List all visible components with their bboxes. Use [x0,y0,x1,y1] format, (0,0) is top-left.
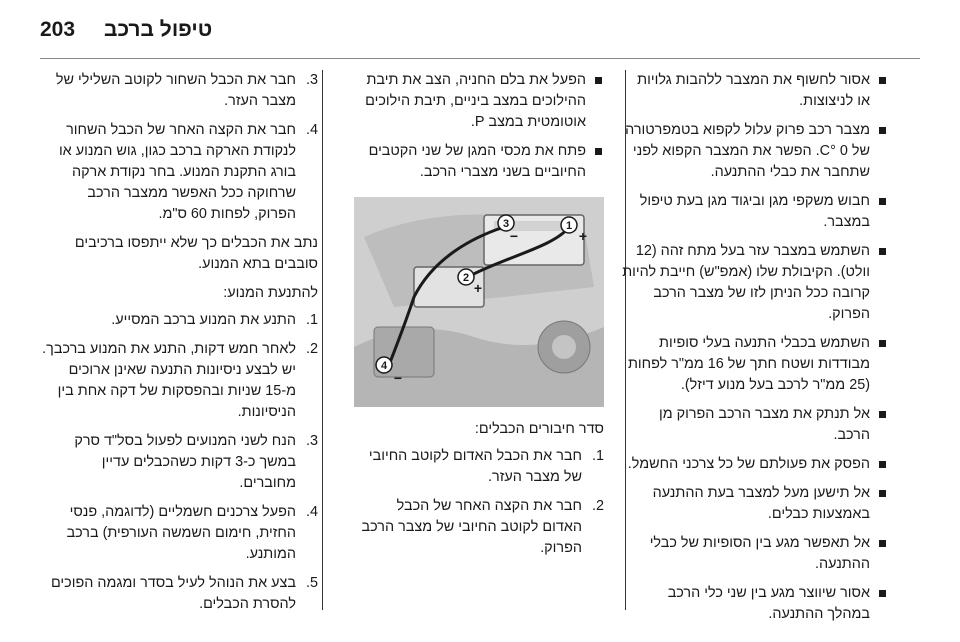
callout-label: 1 [565,220,573,232]
step-text: חבר את הכבל השחור לקוטב השלילי של מצבר העזר. [55,72,296,109]
step-number: 3. [305,72,318,88]
step-text: חבר את הכבל האדום לקוטב החיובי של מצבר העזר. [368,448,582,485]
svg-text:+: + [473,280,483,296]
list-item: השתמש במצבר עזר בעל מתח זהה (12 וולט). הקיבולת שלו (אמפ"ש) חייבת להיות קרובה ככל הניתן לזו של מצבר הרכב הפרוק. [622,241,888,325]
callout-label: 2 [462,272,470,284]
page-number: 203 [40,18,76,41]
step-number: 2. [591,498,604,514]
step-text: התנע את המנוע ברכב המסייע. [111,312,296,328]
safety-bullet-list [622,70,888,625]
list-item [42,70,318,112]
step-number: 5. [305,575,318,591]
list-item [354,446,604,488]
list-item: השתמש בכבלי התנעה בעלי סופיות מבודדות ושטח חתך של 16 ממ"ר לפחות (25 ממ"ר לרכב בעל מנוע דיזל). [622,333,888,396]
list-item: אל תאפשר מגע בין הסופיות של כבלי ההתנעה. [622,533,888,575]
list-item: אל תנתק את מצבר הרכב הפרוק מן הרכב. [622,404,888,446]
list-item [42,431,318,494]
list-item: אסור שיווצר מגע בין שני כלי הרכב במהלך ההתנעה. [622,583,888,625]
step-text: הנח לשני המנועים לפעול בסל"ד סרק במשך כ-3 דקות כשהכבלים עדיין מחוברים. [74,433,296,491]
jump-start-illustration [354,197,604,407]
connection-steps [354,446,604,559]
page-header [0,0,960,62]
list-item: חבוש משקפי מגן וביגוד מגן בעת טיפול במצבר. [622,191,888,233]
step-number: 1. [305,312,318,328]
callout-label: 4 [380,360,388,372]
prep-bullet-list [354,70,604,183]
step-text: לאחר חמש דקות, התנע את המנוע ברכבך. יש לבצע ניסיונות התנעה שאינן ארוכים מ-15 שניות ובהפסקות של דקה אחת בין הניסיונות. [42,341,296,420]
list-item: מצבר רכב פרוק עלול לקפוא בטמפרטורה של 0 °C. הפשר את המצבר הקפוא לפני שתחבר את כבלי ההתנעה. [622,120,888,183]
column-right [622,70,888,633]
step-number: 2. [305,341,318,357]
list-item: אל תישען מעל למצבר בעת ההתנעה באמצעות כבלים. [622,483,888,525]
svg-text:−: − [393,370,403,386]
svg-text:−: − [509,228,519,244]
list-item: אסור לחשוף את המצבר ללהבות גלויות או לניצוצות. [622,70,888,112]
step-text: חבר את הקצה האחר של הכבל האדום לקוטב החיובי של מצבר הרכב הפרוק. [361,498,582,556]
step-text: הפעל צרכנים חשמליים (לדוגמה, פנסי החזית, חימום השמשה העורפית) ברכב המותנע. [66,504,296,562]
list-item: פתח את מכסי המגן של שני הקטבים החיוביים בשני מצברי הרכב. [354,141,604,183]
connection-steps-continued [42,70,318,225]
header-divider [40,58,920,59]
step-number: 1. [591,448,604,464]
column-divider [322,70,323,610]
column-left [42,70,318,623]
connection-order-heading: סדר חיבורים הכבלים: [474,421,604,437]
section-title: טיפול ברכב [104,18,213,41]
list-item [42,502,318,565]
step-text: חבר את הקצה האחר של הכבל השחור לנקודת הארקה ברכב כגון, גוש המנוע או בורג התקנת המנוע. בחר נקודת ארקה שרחוקה ככל האפשר ממצבר הרכב הפרוק, לפחות 60 ס"מ. [58,122,296,222]
svg-text:+: + [578,228,588,244]
list-item [42,339,318,423]
engine-start-steps [42,310,318,615]
step-number: 3. [305,433,318,449]
engine-start-heading: להתנעת המנוע: [223,285,318,301]
step-number: 4. [305,122,318,138]
list-item: הפעל את בלם החניה, הצב את תיבת ההילוכים במצב ביניים, תיבת הילוכים אוטומטית במצב P. [354,70,604,133]
list-item [42,310,318,331]
cable-routing-note: נתב את הכבלים כך שלא ייתפסו ברכיבים סובבים בתא המנוע. [74,235,318,272]
step-number: 4. [305,504,318,520]
list-item [42,120,318,225]
step-text: בצע את הנוהל לעיל בסדר ומגמה הפוכים להסרת הכבלים. [50,575,296,612]
callout-label: 3 [502,218,510,230]
engine-bay-image [354,197,604,407]
list-item: הפסק את פעולתם של כל צרכני החשמל. [622,454,888,475]
list-item [42,573,318,615]
column-middle [354,70,604,567]
list-item [354,496,604,559]
